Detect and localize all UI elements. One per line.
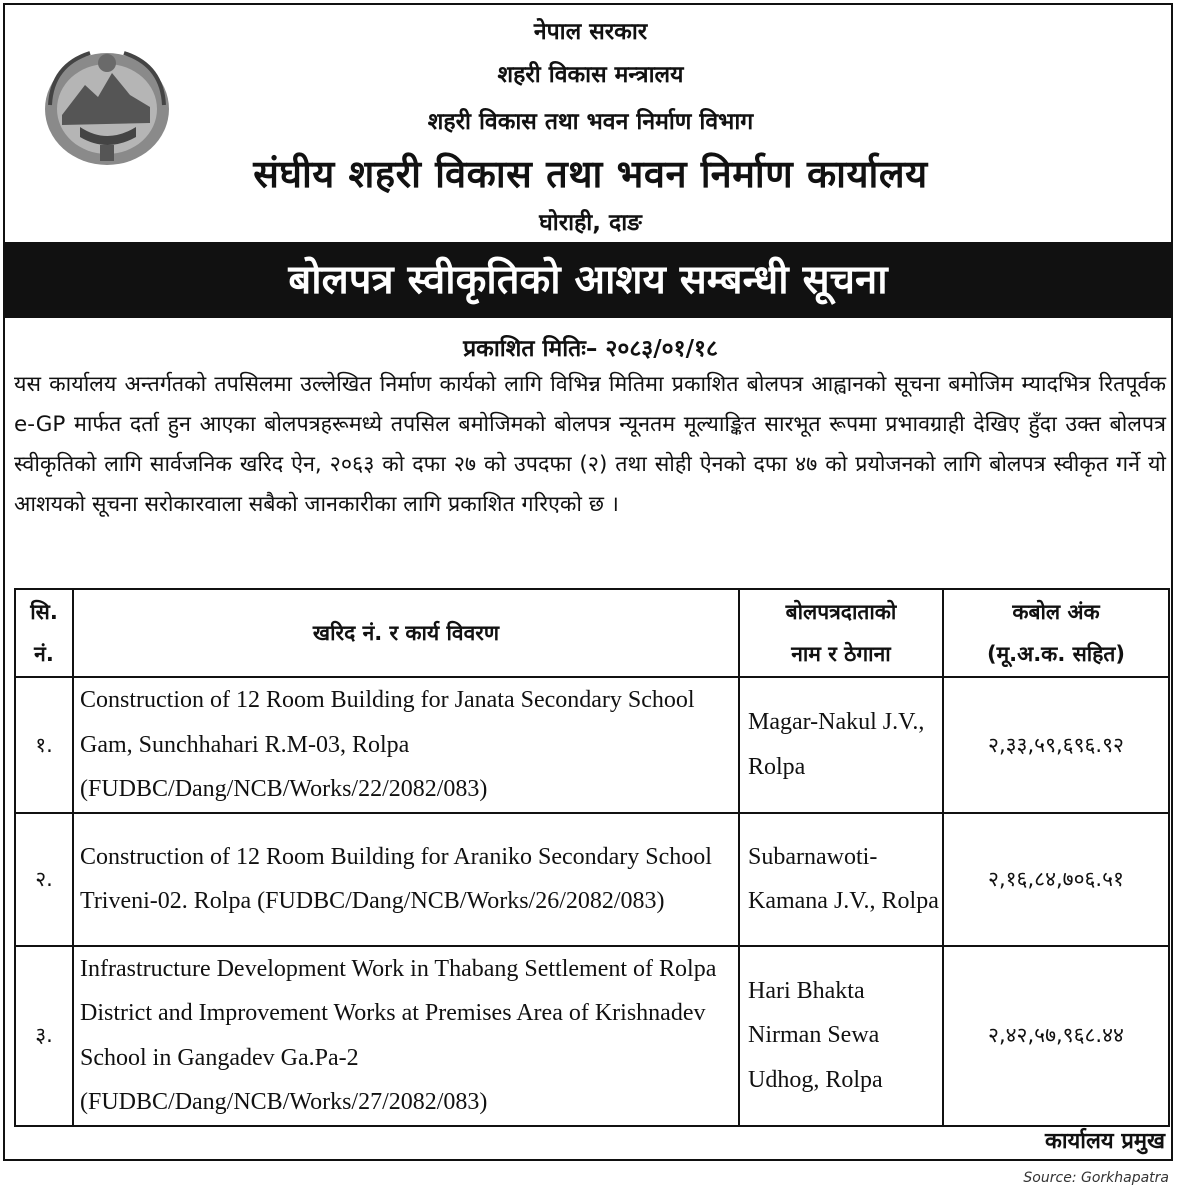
row-bidder: Magar-Nakul J.V., Rolpa xyxy=(739,677,943,813)
row-bidder: Subarnawoti-Kamana J.V., Rolpa xyxy=(739,813,943,946)
row-description: Construction of 12 Room Building for Araniko Secondary School Triveni-02. Rolpa (FUDBC/Dang/NCB/Works/26/2082/083) xyxy=(73,813,739,946)
department-title: शहरी विकास तथा भवन निर्माण विभाग xyxy=(427,109,754,135)
header-sn-line2: नं. xyxy=(34,642,54,666)
row-sn: २. xyxy=(15,813,73,946)
notice-body: यस कार्यालय अन्तर्गतको तपसिलमा उल्लेखित निर्माण कार्यको लागि विभिन्न मितिमा प्रकाशित बोलपत्र आह्वानको सूचना बमोजिम म्यादभित्र रितपूर्वक e-GP मार्फत दर्ता हुन आएका बोलपत्रहरूमध्ये तपसिल बमोजिमको बोलपत्र न्यूनतम मूल्याङ्कित सारभूत रूपमा प्रभावग्राही देखिए हुँदा उक्त बोलपत्र स्वीकृतिको लागि सार्वजनिक खरिद ऐन, २०६३ को दफा २७ को उपदफा (२) तथा सोही ऐनको दफा ४७ को प्रयोजनको लागि बोलपत्र स्वीकृत गर्ने यो आशयको सूचना सरोकारवाला सबैको जानकारीका लागि प्रकाशित गरिएको छ । xyxy=(14,372,1166,517)
source-credit: Source: Gorkhapatra xyxy=(1023,1170,1169,1186)
table-header-row xyxy=(15,589,1169,677)
header-description: खरिद नं. र कार्य विवरण xyxy=(73,589,739,677)
header-sn xyxy=(15,589,73,677)
header-bidder xyxy=(739,589,943,677)
header-sn-line1: सि. xyxy=(30,600,58,624)
office-title: संघीय शहरी विकास तथा भवन निर्माण कार्यालय xyxy=(253,152,928,196)
office-chief-signature: कार्यालय प्रमुख xyxy=(1044,1129,1165,1154)
publish-date: प्रकाशित मितिः– २०८३/०१/१८ xyxy=(463,336,718,362)
bid-table xyxy=(14,588,1170,1127)
header-amount xyxy=(943,589,1169,677)
row-amount: २,३३,५९,६९६.९२ xyxy=(943,677,1169,813)
table-row xyxy=(15,677,1169,813)
header-amount-line1: कबोल अंक xyxy=(1012,600,1100,624)
row-amount: २,४२,५७,९६८.४४ xyxy=(943,946,1169,1126)
header-bidder-line2: नाम र ठेगाना xyxy=(791,642,891,666)
row-description: Construction of 12 Room Building for Janata Secondary School Gam, Sunchhahari R.M-03, Rolpa (FUDBC/Dang/NCB/Works/22/2082/083) xyxy=(73,677,739,813)
office-location: घोराही, दाङ xyxy=(539,210,642,236)
government-title: नेपाल सरकार xyxy=(533,19,648,45)
table-row xyxy=(15,946,1169,1126)
row-amount: २,१६,८४,७०६.५१ xyxy=(943,813,1169,946)
row-sn: १. xyxy=(15,677,73,813)
notice-title-banner: बोलपत्र स्वीकृतिको आशय सम्बन्धी सूचना xyxy=(3,242,1173,318)
header-amount-line2: (मू.अ.क. सहित) xyxy=(987,642,1125,666)
ministry-title: शहरी विकास मन्त्रालय xyxy=(497,62,684,88)
row-sn: ३. xyxy=(15,946,73,1126)
row-description: Infrastructure Development Work in Thabang Settlement of Rolpa District and Improvement Works at Premises Area of Krishnadev School in Gangadev Ga.Pa-2 (FUDBC/Dang/NCB/Works/27/2082/083) xyxy=(73,946,739,1126)
table-row xyxy=(15,813,1169,946)
header-bidder-line1: बोलपत्रदाताको xyxy=(785,600,897,624)
row-bidder: Hari Bhakta Nirman Sewa Udhog, Rolpa xyxy=(739,946,943,1126)
